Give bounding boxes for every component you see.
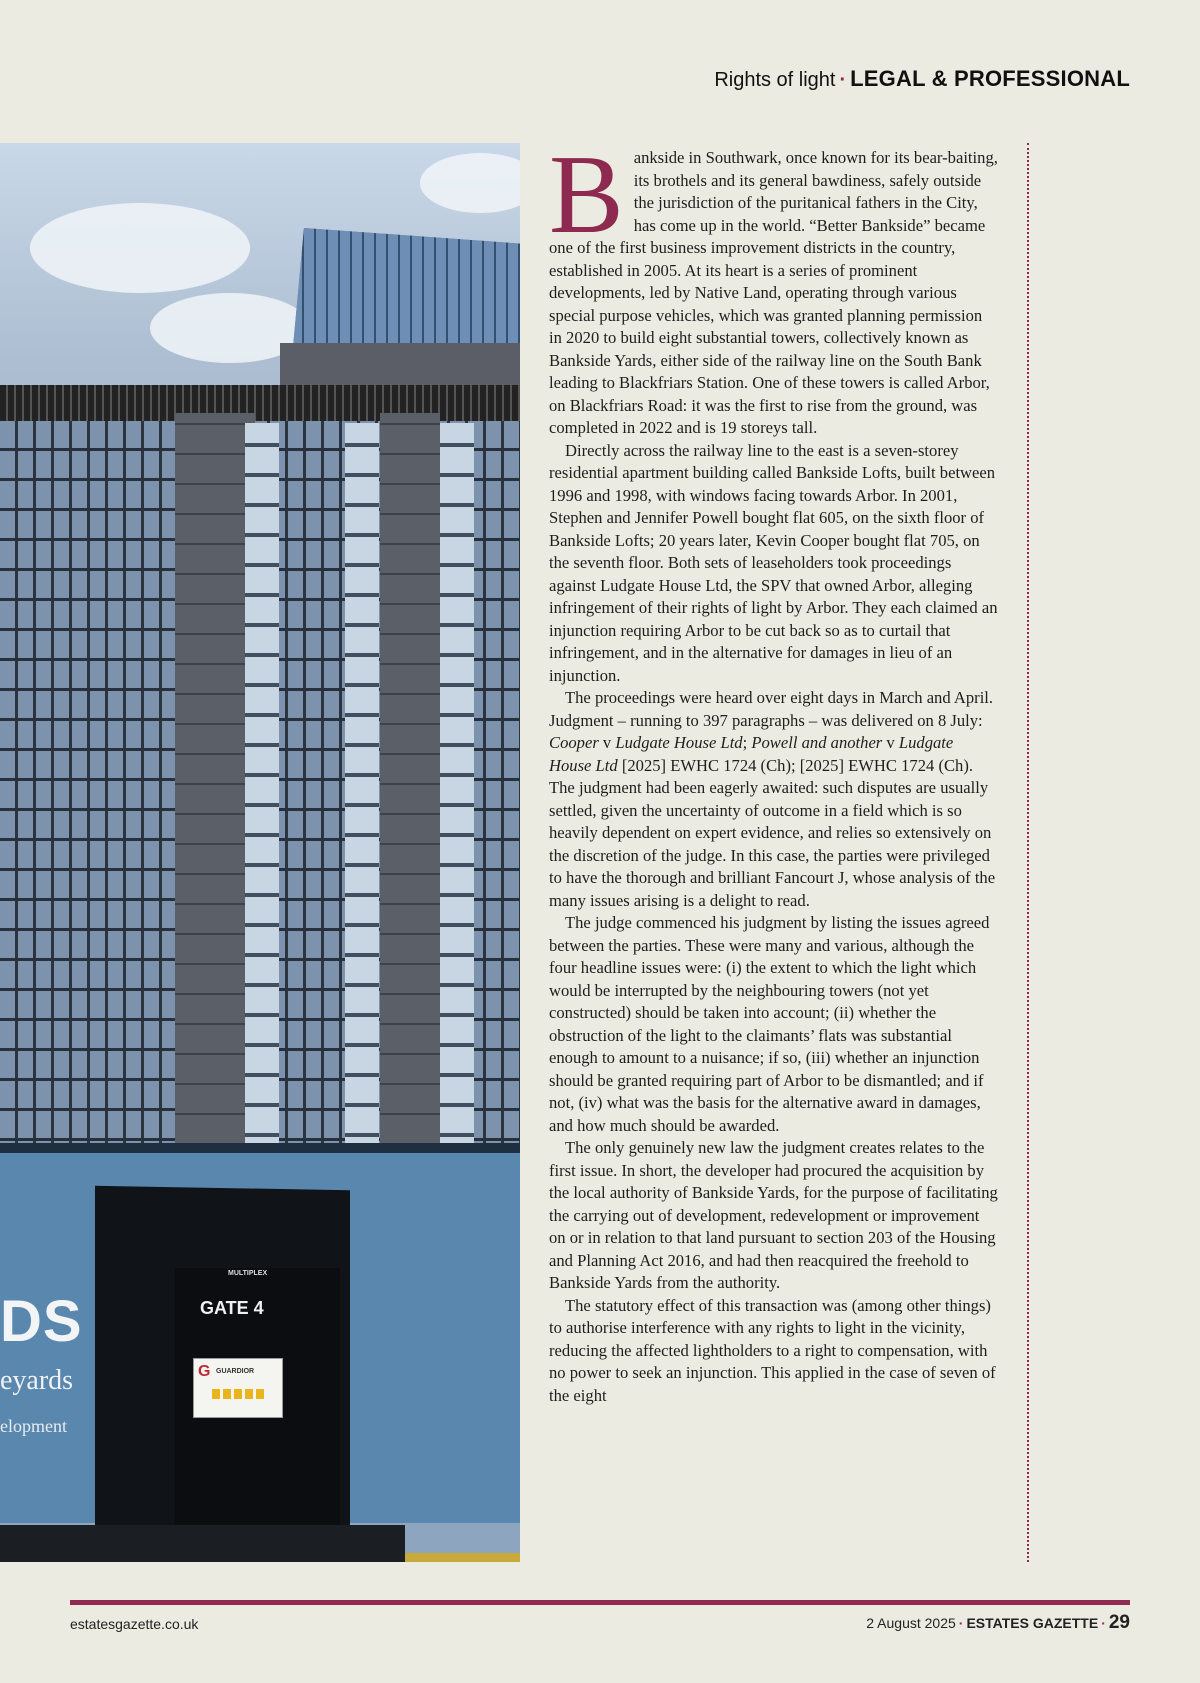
column-divider xyxy=(1027,143,1029,1562)
photo-sign-logo: G xyxy=(198,1363,211,1380)
photo-pier xyxy=(175,413,255,1173)
footer-separator: · xyxy=(958,1615,964,1631)
photo-cloud xyxy=(30,203,250,293)
drop-cap: B xyxy=(549,133,624,257)
photo-glass-strip xyxy=(440,423,474,1163)
photo-band xyxy=(0,385,520,421)
photo-hoarding-big-text: DS xyxy=(0,1289,83,1354)
photo-hoarding-mid-text: eyards xyxy=(0,1365,74,1396)
article-paragraph xyxy=(549,687,999,912)
photo-sign-hazard-bar xyxy=(212,1389,267,1399)
photo-sign-text: GUARDIOR xyxy=(216,1368,255,1375)
case-versus: v xyxy=(598,733,616,752)
case-name: Powell and another xyxy=(751,733,883,752)
footer-date: 2 August 2025 xyxy=(866,1615,956,1631)
article-photo xyxy=(0,143,520,1562)
photo-glass-strip xyxy=(245,423,279,1163)
article-paragraph: The judge commenced his judgment by listing the issues agreed between the parties. These were many and various, although the four headline issues were: (i) the extent to which the light which would be interrupted by the neighbouring towers (not yet constructed) should be taken into account; (ii) whether the obstruction of the light to the claimants’ flats was substantial enough to amount to a nuisance; if so, (iii) whether an injunction should be granted requiring part of Arbor to be dismantled; and if not, (iv) what was the basis for the alternative award in damages, and how much should be awarded. xyxy=(549,913,990,1135)
footer-magazine: ESTATES GAZETTE xyxy=(966,1615,1099,1631)
article-paragraph: The statutory effect of this transaction was (among other things) to authorise interference with any rights to light in the vicinity, reducing the affected lightholders to a right to compensation, with no power to seek an injunction. This applied in the case of seven of the eight xyxy=(549,1295,996,1405)
article-body xyxy=(549,133,999,1407)
footer-website: estatesgazette.co.uk xyxy=(70,1616,199,1632)
page-number: 29 xyxy=(1108,1612,1130,1633)
photo-hoarding-base xyxy=(0,1525,405,1562)
article-paragraph: Directly across the railway line to the east is a seven-storey residential apartment building called Bankside Lofts, built between 1996 and 1998, with windows facing towards Arbor. In 2001, Stephen and Jennifer Powell bought flat 605, on the sixth floor of Bankside Lofts; 20 years later, Kevin Cooper bought flat 705, on the seventh floor. Both sets of leaseholders took proceedings against Ludgate House Ltd, the SPV that owned Arbor, alleging infringement of their rights of light by Arbor. They each claimed an injunction requiring Arbor to be cut back so as to curtail that infringement, and in the alternative for damages in lieu of an injunction. xyxy=(549,440,998,685)
article-paragraph: The only genuinely new law the judgment creates relates to the first issue. In short, the developer had procured the acquisition by the local authority of Bankside Yards, for the purpose of facilitating the carrying out of development, redevelopment or improvement on or in relation to that land pursuant to section 203 of the Housing and Planning Act 2016, and had then reacquired the freehold to Bankside Yards from the authority. xyxy=(549,1138,998,1292)
photo-gate-label: GATE 4 xyxy=(200,1298,264,1318)
footer-rule xyxy=(70,1600,1130,1605)
paragraph-text: The proceedings were heard over eight days in March and April. Judgment – running to 397 paragraphs – was delivered on 8 July: xyxy=(549,688,994,730)
article-paragraph xyxy=(549,133,999,440)
photo-glass-strip xyxy=(345,423,379,1163)
photo-contractor-label: MULTIPLEX xyxy=(228,1270,268,1277)
running-header xyxy=(714,66,1130,92)
photo-yellow-line xyxy=(405,1553,520,1562)
case-name: Ludgate House Ltd xyxy=(549,733,954,775)
photo-pier xyxy=(380,413,440,1173)
case-name: Cooper xyxy=(549,733,599,752)
case-name: Ludgate House Ltd xyxy=(615,733,743,752)
footer-issue-info xyxy=(866,1612,1130,1634)
header-separator: · xyxy=(839,69,847,91)
paragraph-text: ankside in Southwark, once known for its bear-baiting, its brothels and its general bawdiness, safely outside the jurisdiction of the puritanical fathers in the City, has come up in the world. “Better Bankside” became one of the first business improvement districts in the country, established in 2005. At its heart is a series of prominent developments, led by Native Land, operating through various special purpose vehicles, which was granted planning permission in 2020 to build eight substantial towers, collectively known as Bankside Yards, either side of the railway line on the South Bank leading to Blackfriars Station. One of these towers is called Arbor, on Blackfriars Road: it was the first to rise from the ground, was completed in 2022 and is 19 storeys tall. xyxy=(549,148,998,437)
photo-hoarding-small-text: elopment xyxy=(0,1416,67,1436)
paragraph-text: [2025] EWHC 1724 (Ch); [2025] EWHC 1724 (Ch). The judgment had been eagerly awaited: such disputes are usually settled, given the uncertainty of outcome in a field which is so heavily dependent on expert evidence, and relies so extensively on the discretion of the judge. In this case, the parties were privileged to have the thorough and brilliant Fancourt J, whose analysis of the many issues arising is a delight to read. xyxy=(549,755,996,910)
footer-separator: · xyxy=(1101,1615,1106,1631)
header-section: LEGAL & PROFESSIONAL xyxy=(850,66,1130,91)
case-separator: ; xyxy=(742,733,752,752)
header-topic: Rights of light xyxy=(714,69,836,91)
case-versus: v xyxy=(882,733,899,752)
photo-site-sign xyxy=(193,1358,283,1418)
